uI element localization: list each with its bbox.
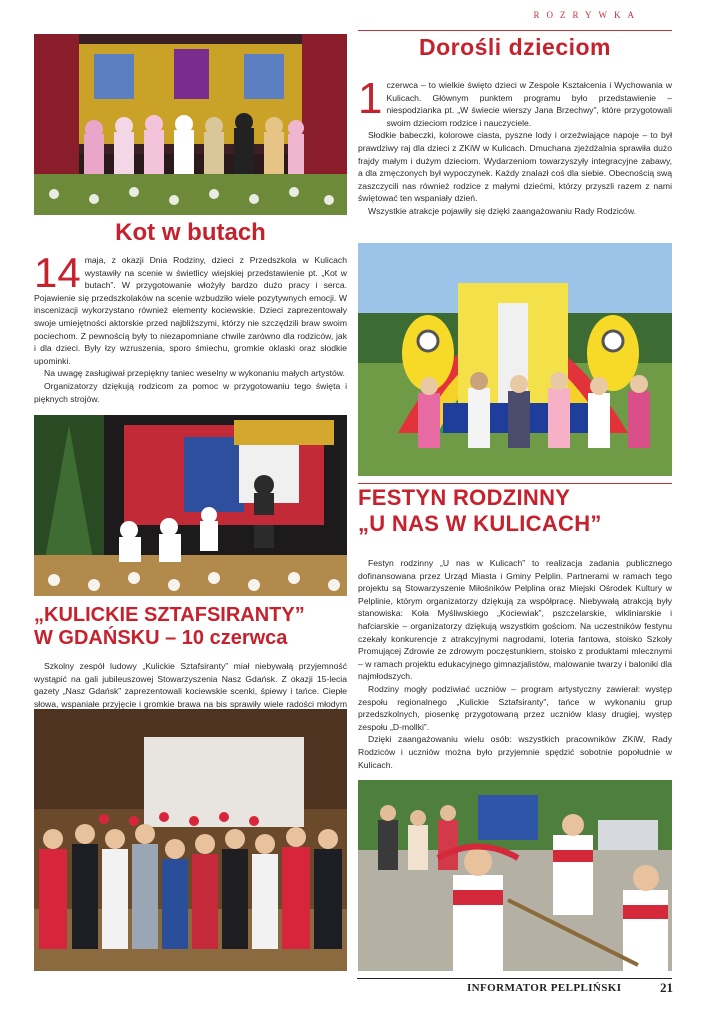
photo-stage-performance [34, 34, 347, 215]
article-doros-text [358, 74, 672, 218]
title-sztafsiranty-line-1: „KULICKIE SZTAFSIRANTY” [34, 604, 305, 626]
kot-paragraph-1: maja, z okazji Dnia Rodziny, dzieci z Przedszkola w Kulicach wystawiły na scenie w świetlicy wiejskiej przedstawienie pt. „Kot w butach”. W przygotowanie włożyły bardzo dużo pracy i serca. Pojawienie się przedszkolaków na scenie wzbudziło wiele pozytywnych emocji. W inscenizacji wykorzystano również elementy kociewskie. Dzieci zaprezentowały swoje umiejętności aktorskie przed najbliższymi, którzy nie szczędzili braw swoim pociechom. Z pewnością były to niezapomniane chwile zarówno dla rodziców, jak i dla dzieci. Były łzy wzruszenia, sporo śmiechu, gromkie oklaski oraz słodkie upominki. [34, 255, 347, 366]
article-kot-text [34, 249, 347, 405]
festyn-paragraph-1: Festyn rodzinny „U nas w Kulicach” to realizacja zadania publicznego dofinansowana przez Urząd Miasta i Gminy Pelplin. Partnerami w ramach tego projektu są Stowarzyszenie Miłośników Pelplina oraz Miejski Ośrodek Kultury w Pelplinie, którym organizatorzy dziękują za współpracę. Niebywałą atrakcją były stanowiska: Koła Myśliwskiego „Kociewiak”, pszczelarskie, wikliniarskie i hafciarskie – organizatorzy dziękują wszystkim gościom. Na uczestników festynu czekały konkurencje z atrakcyjnymi nagrodami, loteria fantowa, stoisko Szkoły Promującej Zdrowie ze zdrowym poczęstunkiem, stoisko z produktami mlecznymi – w ramach projektu edukacyjnego gimnazjalistów, malowanie twarzy i baloniki dla najmłodszych. [358, 558, 672, 682]
title-festyn-line-2: „U NAS W KULICACH” [358, 511, 602, 536]
doros-paragraph-3: Wszystkie atrakcje pojawiły się dzięki zaangażowaniu Rady Rodziców. [368, 205, 636, 216]
article-festyn-text [358, 557, 672, 771]
festyn-rule [358, 483, 672, 484]
kot-paragraph-2: Na uwagę zasługiwał przepiękny taniec weselny w wykonaniu małych artystów. [44, 368, 345, 379]
footer-publication-name: INFORMATOR PELPLIŃSKI [467, 982, 622, 994]
photo-festyn-dancers [358, 780, 672, 971]
kot-lead [34, 249, 347, 367]
festyn-paragraph-3: Dzięki zaangażowaniu wielu osób: wszystkich pracowników ZKiW, Rady Rodziców i uczniów można było przyjemnie spędzić sobotnie popołudnie w Kulicach. [358, 734, 672, 770]
photo-inflatable-slide [358, 243, 672, 476]
dropcap-kot: 14 [34, 249, 81, 296]
section-label: ROZRYWKA [533, 10, 641, 20]
title-doros: Dorośli dzieciom [418, 34, 612, 60]
festyn-paragraph-2: Rodziny mogły podziwiać uczniów – program artystyczny zawierał: występ zespołu regionalnego „Kulickie Sztafsiranty”, tańce w wykonaniu grup przedszkolnych, piosenkę przygotowaną przez uczniów klasy drugiej, występ zespołu „D-mollki”. [358, 683, 672, 732]
kot-paragraph-3: Organizatorzy dziękują rodzicom za pomoc w przygotowaniu tego święta i pięknych strojów. [34, 380, 347, 404]
top-rule [358, 30, 672, 31]
dropcap-doros: 1 [358, 74, 383, 123]
title-sztafsiranty [34, 604, 347, 650]
doros-lead [358, 74, 672, 129]
doros-paragraph-2: Słodkie babeczki, kolorowe ciasta, pyszne lody i orzeźwiające napoje – to był prawdziwy raj dla dzieci z ZKiW w Kulicach. Dmuchana zjeżdżalnia sprawiła dużo frajdy małym i dużym dzieciom. Wydarzeniom towarzyszyły integracyjne zabawy, a dla zmęczonych był wypoczynek. Każdy znalazł coś dla siebie. Obecnością swą zaszczycili nas również rodzice z małymi dziećmi, którzy przyszli razem z nami świętować ten wspaniały dzień. [358, 130, 672, 204]
photo-kot-w-butach-stage [34, 415, 347, 596]
sztafsiranty-paragraph-1: Szkolny zespół ludowy „Kulickie Sztafsiranty” miał niebywałą przyjemność wystąpić na gali jubileuszowej Stowarzyszenia Nasz Gdańsk. Z okazji 15-lecia gazety „Nasz Gdańsk” zaprezentowali kociewskie scenki, śpiewy i tańce. Ciepłe słowa, wspaniałe przyjęcie i gromkie brawa na bis sprawiły wiele radości młodym [34, 661, 347, 709]
title-festyn-line-1: FESTYN RODZINNY [358, 485, 571, 510]
title-festyn [358, 485, 672, 537]
title-kot: Kot w butach [115, 219, 266, 246]
title-sztafsiranty-line-2: W GDAŃSKU – 10 czerwca [34, 627, 288, 649]
footer-rule [357, 978, 672, 979]
doros-paragraph-1: czerwca – to wielkie święto dzieci w Zespole Kształcenia i Wychowania w Kulicach. Głównym punktem programu było przedstawienie – niespodzianka pt. „W świecie wierszy Jana Brzechwy”, które przygotowali swoim dzieciom rodzice i nauczyciele. [386, 80, 672, 128]
footer-page-number: 21 [660, 980, 673, 995]
photo-gala-group [34, 709, 347, 971]
